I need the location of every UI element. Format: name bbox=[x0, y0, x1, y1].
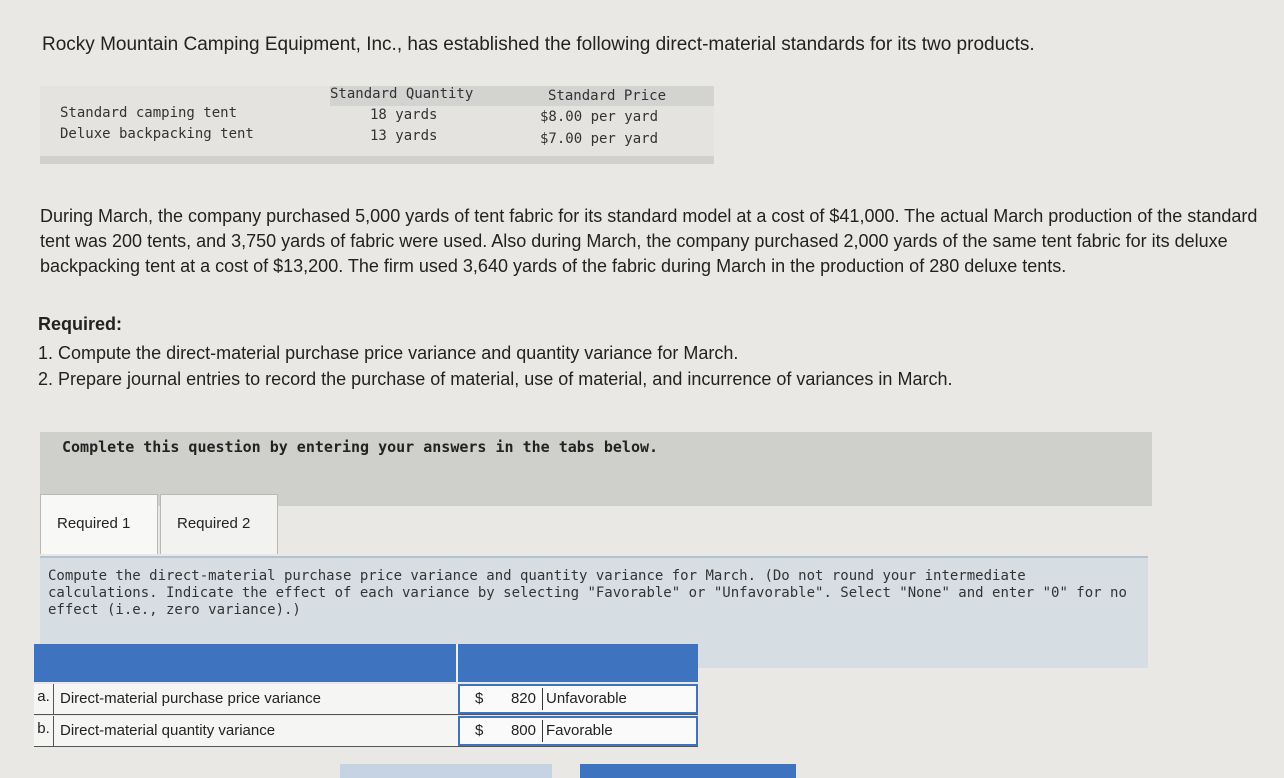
header-divider bbox=[456, 644, 458, 682]
header-standard-price: Standard Price bbox=[548, 88, 667, 104]
standard-quantity: 18 yards bbox=[370, 107, 438, 123]
price-variance-effect-select[interactable]: Unfavorable bbox=[542, 688, 627, 710]
answer-row-price-variance bbox=[34, 684, 698, 715]
answer-table bbox=[34, 644, 698, 756]
row-label: Direct-material quantity variance bbox=[60, 722, 276, 739]
product-name: Deluxe backpacking tent bbox=[60, 126, 254, 142]
standards-table bbox=[40, 86, 714, 164]
required-title: Required: bbox=[38, 314, 123, 334]
row-label: Direct-material purchase price variance bbox=[60, 690, 321, 707]
standard-quantity: 13 yards bbox=[370, 128, 438, 144]
required-item: 1. Compute the direct-material purchase price variance and quantity variance for March. bbox=[38, 343, 739, 363]
problem-paragraph: During March, the company purchased 5,000 yards of tent fabric for its standard model at a cost of $41,000. The actual March production of the standard tent was 200 tents, and 3,750 yards of fabric were used. Also during March, the company purchased 2,000 yards of the same tent fabric for its deluxe backpacking tent at a cost of $13,200. The firm used 3,640 yards of the fabric during March in the production of 280 deluxe tents. bbox=[40, 206, 1258, 276]
currency-symbol: $ bbox=[475, 690, 484, 707]
header-standard-quantity: Standard Quantity bbox=[330, 86, 474, 102]
row-letter: a. bbox=[34, 684, 54, 714]
price-variance-cell bbox=[458, 684, 698, 714]
quantity-variance-amount-input[interactable]: 800 bbox=[510, 722, 536, 739]
product-name: Standard camping tent bbox=[60, 105, 238, 121]
tab-label: Required 2 bbox=[177, 515, 251, 532]
banner-text: Complete this question by entering your answers in the tabs below. bbox=[62, 438, 659, 456]
answer-row-quantity-variance bbox=[34, 716, 698, 747]
tab-required-2[interactable] bbox=[160, 494, 278, 554]
required-list bbox=[38, 340, 952, 392]
standards-footer-band bbox=[40, 156, 714, 164]
tab-label: Required 1 bbox=[57, 515, 131, 532]
row-letter: b. bbox=[34, 716, 54, 746]
required-item: 2. Prepare journal entries to record the purchase of material, use of material, and incurrence of variances in March. bbox=[38, 369, 953, 389]
standard-price: $7.00 per yard bbox=[540, 131, 659, 147]
intro-text: Rocky Mountain Camping Equipment, Inc., has established the following direct-material standards for its two products. bbox=[42, 34, 1035, 55]
price-variance-amount-input[interactable]: 820 bbox=[510, 690, 536, 707]
tab-required-1[interactable] bbox=[40, 494, 158, 554]
answer-table-header bbox=[34, 644, 698, 682]
standard-price: $8.00 per yard bbox=[540, 109, 659, 125]
quantity-variance-effect-select[interactable]: Favorable bbox=[542, 720, 613, 742]
currency-symbol: $ bbox=[475, 722, 484, 739]
quantity-variance-cell bbox=[458, 716, 698, 746]
instructions-text: Compute the direct-material purchase price variance and quantity variance for March. (Do not round your intermediate calculations. Indicate the effect of each variance by selecting "Favorable" or "Unfavorable". Select "None" and enter "0" for no effect (i.e., zero variance).) bbox=[48, 568, 1127, 618]
